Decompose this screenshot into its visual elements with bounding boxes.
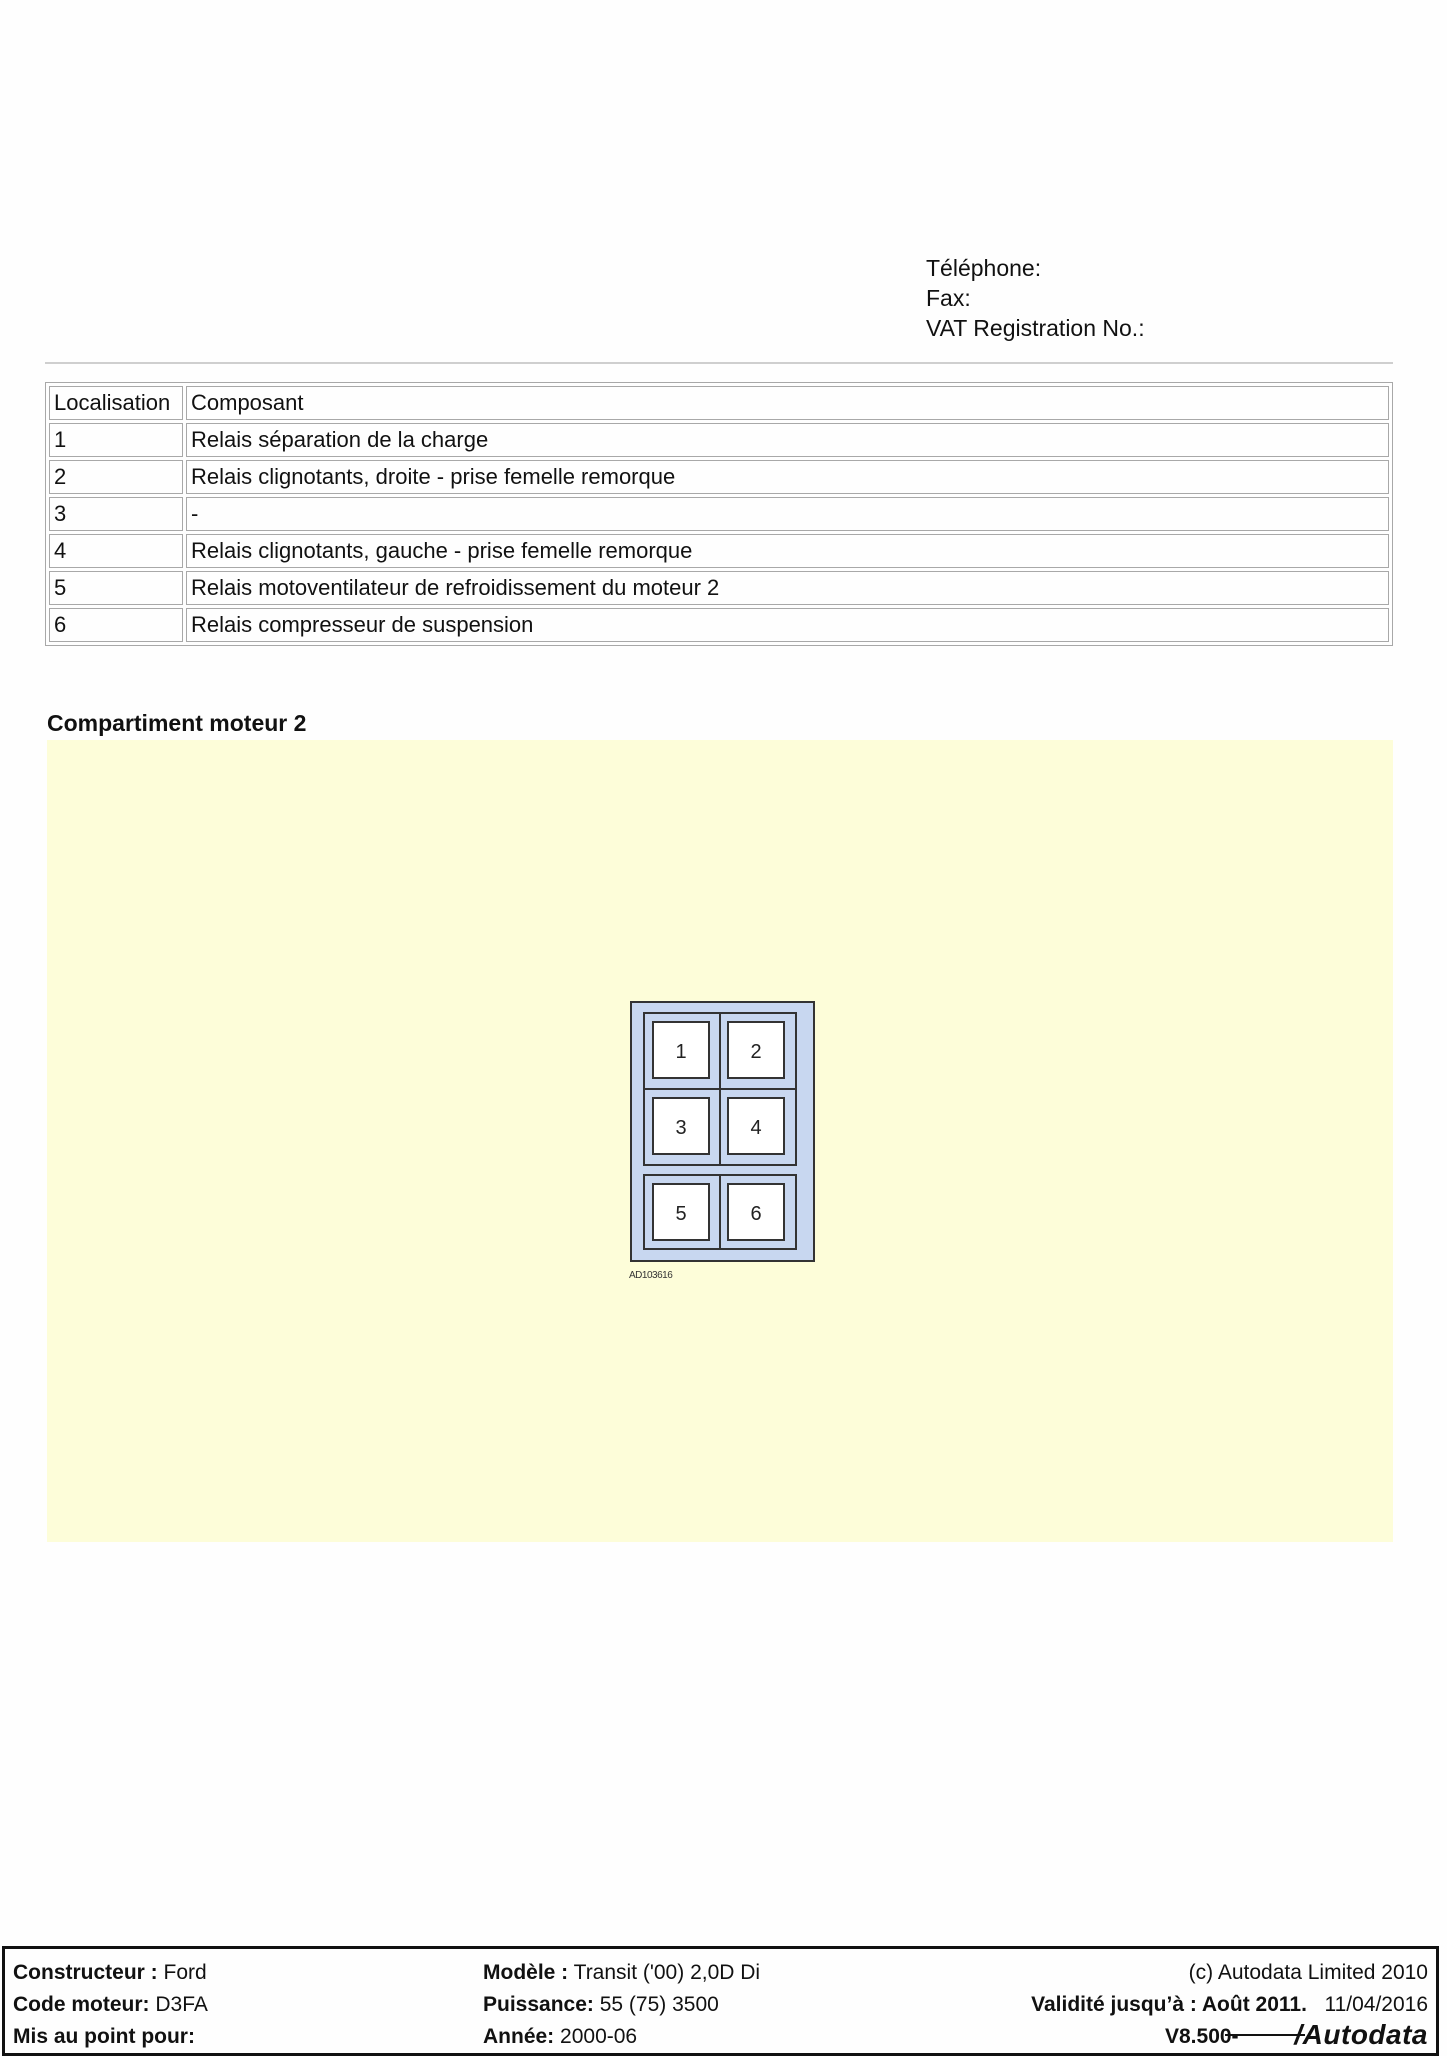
footer-copyright: (c) Autodata Limited 2010 [1188, 1961, 1428, 1984]
table-row [49, 497, 1389, 531]
component-cell: Relais clignotants, droite - prise femelle remorque [186, 460, 1389, 494]
table-row [49, 460, 1389, 494]
contact-block [926, 253, 1145, 343]
component-cell: Relais compresseur de suspension [186, 608, 1389, 642]
component-cell: - [186, 497, 1389, 531]
header-divider [45, 362, 1393, 364]
table-row [49, 534, 1389, 568]
component-cell: Relais séparation de la charge [186, 423, 1389, 457]
location-cell: 3 [49, 497, 183, 531]
table-row [49, 608, 1389, 642]
footer-info [2, 1946, 1439, 2056]
relay-number-1: 1 [675, 1041, 687, 1063]
location-cell: 5 [49, 571, 183, 605]
relay-number-6: 6 [750, 1203, 762, 1225]
location-cell: 1 [49, 423, 183, 457]
footer-version: V8.500- [1165, 2025, 1239, 2048]
table-header-row [49, 386, 1389, 420]
footer-puissance: Puissance: 55 (75) 3500 [483, 1993, 719, 2016]
location-cell: 6 [49, 608, 183, 642]
relay-number-2: 2 [750, 1041, 762, 1063]
footer-modele: Modèle : Transit ('00) 2,0D Di [483, 1961, 761, 1984]
diagram-area [47, 740, 1393, 1542]
relay-number-5: 5 [675, 1203, 687, 1225]
location-cell: 2 [49, 460, 183, 494]
footer-constructeur: Constructeur : Ford [13, 1961, 207, 1984]
table-row [49, 571, 1389, 605]
header-composant: Composant [186, 386, 1389, 420]
location-cell: 4 [49, 534, 183, 568]
telephone-label: Téléphone: [926, 255, 1042, 281]
vat-label: VAT Registration No.: [926, 315, 1145, 341]
component-cell: Relais motoventilateur de refroidissement du moteur 2 [186, 571, 1389, 605]
relay-number-3: 3 [675, 1117, 687, 1139]
logo-rule [1225, 2034, 1305, 2036]
relay-number-4: 4 [750, 1117, 762, 1139]
table-row [49, 423, 1389, 457]
footer-mis-au-point: Mis au point pour: [13, 2025, 195, 2048]
autodata-logo: /Autodata [1294, 2019, 1428, 2050]
footer-code-moteur: Code moteur: D3FA [13, 1993, 208, 2016]
section-title: Compartiment moteur 2 [47, 710, 307, 736]
diagram-reference: AD103616 [629, 1270, 673, 1281]
fax-label: Fax: [926, 285, 971, 311]
footer-validite: Validité jusqu’à : Août 2011. 11/04/2016 [1031, 1993, 1428, 2016]
footer-annee: Année: 2000-06 [483, 2025, 638, 2048]
component-cell: Relais clignotants, gauche - prise femelle remorque [186, 534, 1389, 568]
component-table [45, 382, 1393, 646]
header-localisation: Localisation [49, 386, 183, 420]
component-table-wrapper [45, 382, 1393, 646]
relay-box-diagram [630, 1001, 816, 1265]
